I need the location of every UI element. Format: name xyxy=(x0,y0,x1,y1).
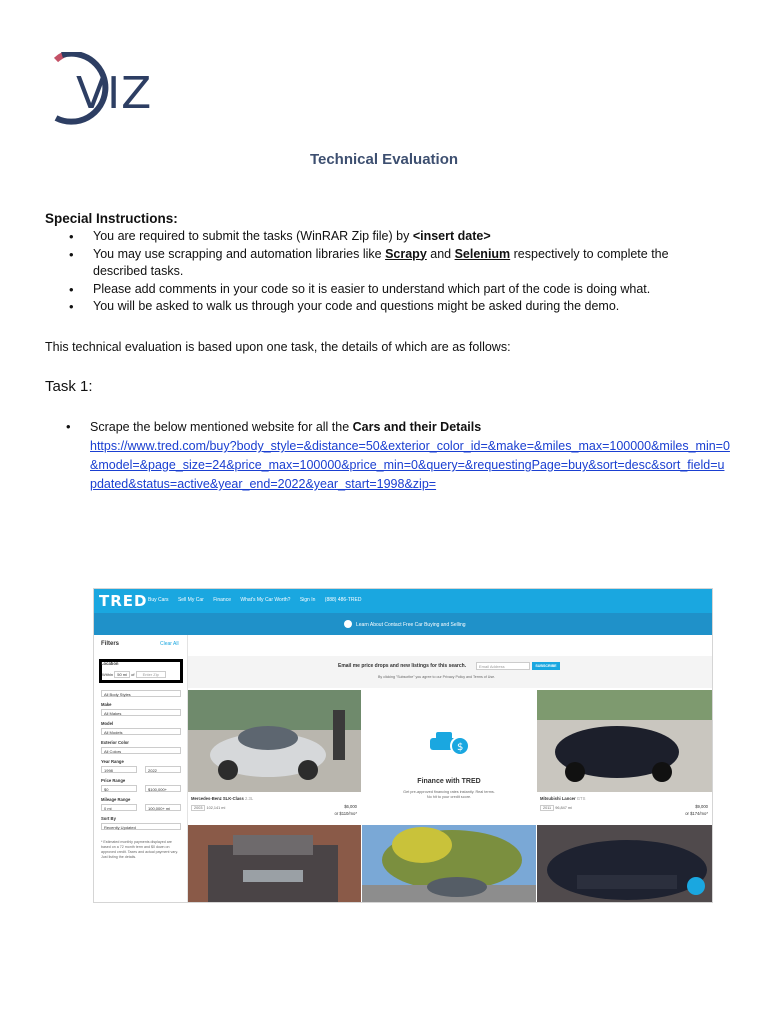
nav-sign-in[interactable]: Sign In xyxy=(299,597,316,603)
nav-sell-car[interactable]: Sell My Car xyxy=(177,597,204,603)
payment-disclaimer: * Estimated monthly payments displayed are based on a 72 month term and $0 down on approved credit. Taxes and actual payment vary. Just listing the details. xyxy=(101,840,178,859)
car-photo xyxy=(362,825,536,902)
instruction-item: • You are required to submit the tasks (WinRAR Zip file) by <insert date> xyxy=(45,228,705,246)
car-finance-icon xyxy=(428,728,472,758)
mileage-from-select[interactable]: 0 mi xyxy=(101,804,137,811)
car-monthly: or $174/mo* xyxy=(685,811,708,816)
body-style-select[interactable]: All Body Styles xyxy=(101,690,181,697)
car-card[interactable] xyxy=(188,690,361,822)
website-screenshot xyxy=(93,588,713,903)
car-name: Mercedes-Benz SLK-Class 2.3L xyxy=(191,796,254,801)
document-title: Technical Evaluation xyxy=(309,151,459,168)
make-select[interactable]: All Makes xyxy=(101,709,181,716)
target-url-link[interactable]: https://www.tred.com/buy?body_style=&distance=50&exterior_color_id=&make=&miles_max=100000&miles_min=0&model=&page_size=24&price_max=100000&price_min=0&query=&requestingPage=buy&sort=desc&sort_field=updated&status=active&year_end=2022&year_start=1998&zip= xyxy=(90,439,730,491)
car-price: $9,000 xyxy=(695,804,708,809)
bullet-icon: • xyxy=(66,419,71,434)
car-card[interactable] xyxy=(537,690,712,822)
year-from-select[interactable]: 1998 xyxy=(101,766,137,773)
email-alert-bar: Email me price drops and new listings for this search. Email Address SUBSCRIBE By clicking "Subscribe" you agree to our Privacy Policy and Terms of Use. xyxy=(188,656,712,688)
car-photo xyxy=(537,690,712,792)
car-photo xyxy=(188,825,361,902)
nav-finance[interactable]: Finance xyxy=(213,597,231,603)
finance-title: Finance with TRED xyxy=(417,778,481,785)
site-banner[interactable]: Learn About Contact Free Car Buying and Selling xyxy=(94,613,712,635)
task-description: Scrape the below mentioned website for all the Cars and their Details https://www.tred.com/buy?body_style=&distance=50&exterior_color_id=&make=&miles_max=100000&miles_min=0&model=&page_size=24&price_max=100000&price_min=0&query=&requestingPage=buy&sort=desc&sort_field=updated&status=active&year_end=2022&year_start=1998&zip= xyxy=(90,420,730,491)
site-navbar xyxy=(94,589,712,613)
site-brand: TRED xyxy=(99,592,148,610)
clear-all-link[interactable]: Clear All xyxy=(160,641,179,647)
nav-phone: (888) 486-TRED xyxy=(324,597,362,603)
mileage-to-select[interactable]: 100,000+ mi xyxy=(145,804,181,811)
model-select[interactable]: All Models xyxy=(101,728,181,735)
task-heading: Task 1: xyxy=(45,378,93,395)
instruction-item: • You may use scrapping and automation libraries like Scrapy and Selenium respectively to complete the described tasks. xyxy=(45,246,705,281)
car-price: $6,000 xyxy=(344,804,357,809)
instructions-list xyxy=(45,228,705,316)
intro-paragraph: This technical evaluation is based upon one task, the details of which are as follows: xyxy=(45,340,511,354)
filters-title: Filters xyxy=(101,641,120,647)
filters-sidebar: Filters Clear All Location Within 50 mi of Enter Zip All Body Styles Make All Makes Model All Models Exterior Color All Colors Year Range 1998 2022 Price Range $0 $100,000+ Mileage Range 0 mi 100,000+ mi Sort By Recently Updated * Estimated monthly payments displayed are based on a 72 month term and $0 down on approved credit. Taxes and actual payment vary. Just listing the details. xyxy=(94,635,188,902)
finance-card xyxy=(362,690,536,822)
special-instructions-heading: Special Instructions: xyxy=(45,211,178,226)
zip-input[interactable]: Enter Zip xyxy=(136,671,166,678)
site-nav-links xyxy=(148,597,369,603)
subscribe-button[interactable]: SUBSCRIBE xyxy=(532,662,560,670)
nav-buy-cars[interactable]: Buy Cars xyxy=(148,597,169,603)
instruction-item: • Please add comments in your code so it is easier to understand which part of the code is doing what. xyxy=(45,281,705,299)
car-photo xyxy=(188,690,361,792)
svg-text:$: $ xyxy=(457,742,464,753)
car-meta: 2011 96,847 mi xyxy=(540,806,572,810)
instruction-item: • You will be asked to walk us through your code and questions might be asked during the demo. xyxy=(45,298,705,316)
logo-text: VIZ xyxy=(76,68,153,119)
car-name: Mitsubishi Lancer GTS xyxy=(540,796,586,801)
email-input[interactable]: Email Address xyxy=(476,662,530,670)
car-monthly: or $110/mo* xyxy=(334,811,357,816)
price-to-select[interactable]: $100,000+ xyxy=(145,785,181,792)
car-photo xyxy=(537,825,712,902)
distance-select[interactable]: 50 mi xyxy=(114,671,130,678)
nav-car-worth[interactable]: What's My Car Worth? xyxy=(240,597,291,603)
info-icon xyxy=(344,620,352,628)
car-meta: 2003 102,141 mi xyxy=(191,806,225,810)
price-from-select[interactable]: $0 xyxy=(101,785,137,792)
color-select[interactable]: All Colors xyxy=(101,747,181,754)
finance-subtitle: Get pre-approved financing rates instantly. Real terms. No hit to your credit score. xyxy=(403,790,495,799)
sort-select[interactable]: Recently Updated xyxy=(101,823,181,830)
year-to-select[interactable]: 2022 xyxy=(145,766,181,773)
chat-icon[interactable] xyxy=(687,877,705,895)
